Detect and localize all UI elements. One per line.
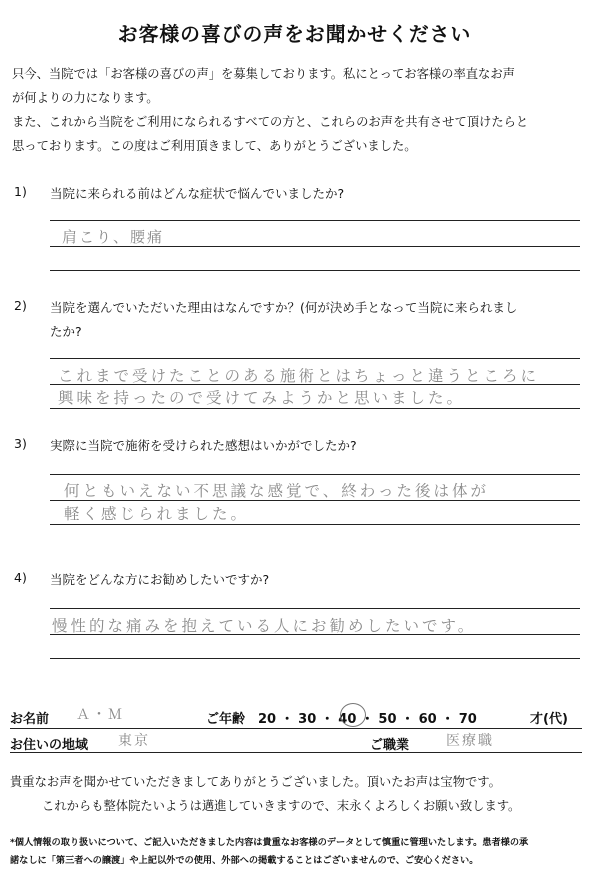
privacy-note-line-2: 諾なしに「第三者への譲渡」や上記以外での使用、外部への掲載することはございませんので、ご安心ください。 — [10, 855, 479, 866]
answer-line — [50, 270, 580, 271]
form-title: お客様の喜びの声をお聞かせください — [117, 22, 472, 46]
question-2-text: 当院を選んでいただいた理由はなんですか？(何が決め手となって当院に来られまし — [50, 300, 518, 315]
question-2-number: 2) — [14, 298, 27, 313]
answer-line — [50, 524, 580, 525]
intro-line-2: が何よりの力になります。 — [12, 91, 159, 105]
name-age-underline — [10, 728, 582, 729]
question-1-number: 1) — [14, 184, 27, 199]
answer-line — [50, 408, 580, 409]
answer-line — [50, 358, 580, 359]
age-options: 20 ・ 30 ・ 40 ・ 50 ・ 60 ・ 70 — [258, 712, 477, 727]
privacy-note-line-1: *個人情報の取り扱いについて、ご記入いただきました内容は貴重なお客様のデータとして慎重に管理いたします。患者様の承 — [10, 837, 529, 848]
name-value: Ａ・Ｍ — [76, 707, 124, 723]
question-3-text: 実際に当院で施術を受けられた感想はいかがでしたか? — [50, 438, 357, 453]
answer-3-line-1: 何ともいえない不思議な感覚で、終わった後は体が — [64, 482, 490, 500]
region-label: お住いの地域 — [10, 738, 89, 753]
answer-1-line-1: 肩こり、腰痛 — [62, 228, 165, 246]
age-label: ご年齢 — [206, 712, 246, 727]
answer-line — [50, 658, 580, 659]
answer-3-line-2: 軽く感じられました。 — [64, 505, 250, 523]
region-value: 東京 — [118, 733, 150, 749]
question-4-text: 当院をどんな方にお勧めしたいですか? — [50, 572, 270, 587]
region-occupation-underline — [10, 752, 582, 753]
question-3-number: 3) — [14, 436, 27, 451]
thanks-line-2: これからも整体院たいようは邁進していきますので、末永くよろしくお願い致します。 — [42, 799, 521, 813]
occupation-value: 医療職 — [446, 733, 494, 749]
answer-line — [50, 220, 580, 221]
question-4-number: 4) — [14, 570, 27, 585]
name-label: お名前 — [10, 712, 50, 727]
occupation-label: ご職業 — [370, 738, 410, 753]
answer-2-line-1: これまで受けたことのある施術とはちょっと違うところに — [58, 367, 540, 385]
age-suffix: 才(代) — [530, 712, 568, 727]
age-selection-circle — [340, 703, 366, 727]
question-2-text-cont: たか? — [50, 324, 82, 339]
answer-4-line-1: 慢性的な痛みを抱えている人にお勧めしたいです。 — [52, 617, 477, 635]
question-1-text: 当院に来られる前はどんな症状で悩んでいましたか? — [50, 186, 345, 201]
answer-line — [50, 608, 580, 609]
intro-line-4: 思っております。この度はご利用頂きまして、ありがとうございました。 — [12, 139, 417, 153]
thanks-line-1: 貴重なお声を聞かせていただきましてありがとうございました。頂いたお声は宝物です。 — [10, 775, 501, 789]
intro-line-1: 只今、当院では「お客様の喜びの声」を募集しております。私にとってお客様の率直なお声 — [12, 67, 515, 81]
intro-line-3: また、これから当院をご利用になられるすべての方と、これらのお声を共有させて頂けたらと — [12, 115, 529, 129]
answer-line — [50, 474, 580, 475]
answer-2-line-2: 興味を持ったので受けてみようかと思いました。 — [58, 389, 466, 407]
